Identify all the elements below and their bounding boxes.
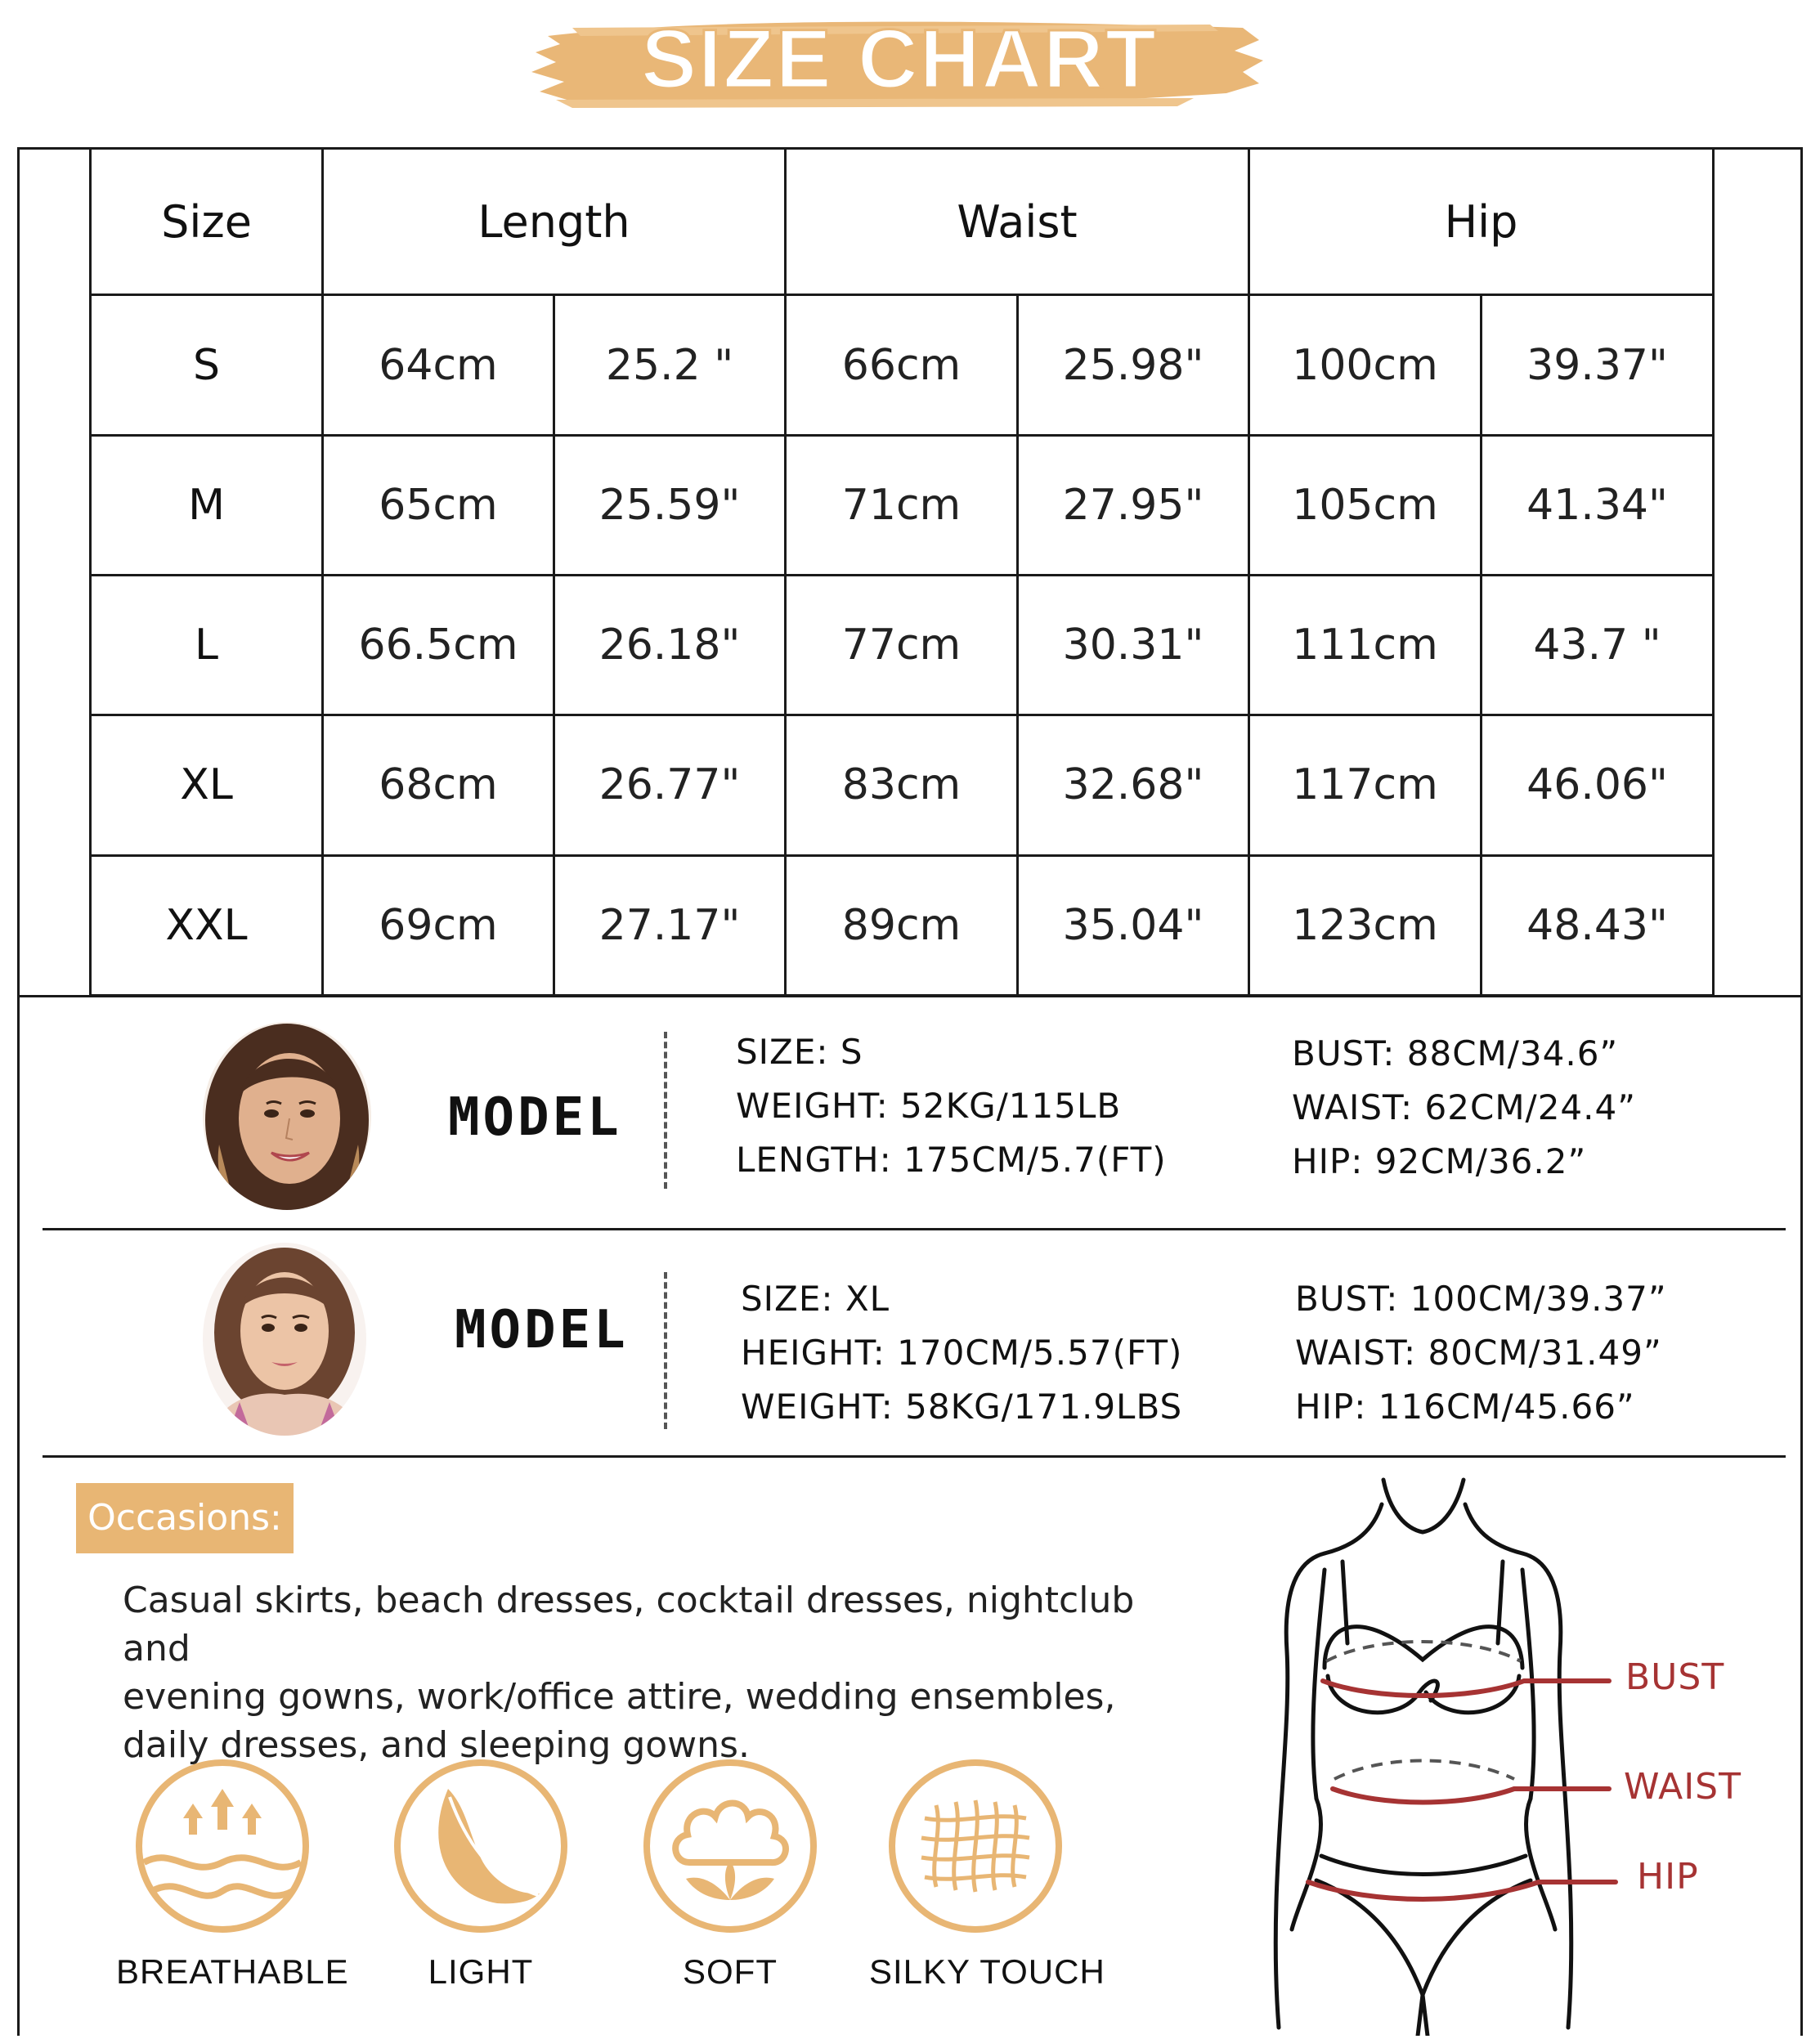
model-1-bust: BUST: 88CM/34.6” [1292,1033,1619,1073]
feature-label: SOFT [683,1952,778,1991]
waist-cm-cell: 83cm [786,715,1018,855]
size-cell: S [91,295,323,435]
model-1-waist: WAIST: 62CM/24.4” [1292,1087,1636,1127]
waist-in-cell: 32.68" [1018,715,1249,855]
table-row [91,715,1714,855]
body-outline-icon [1259,1472,1717,2036]
hip-in-cell: 46.06" [1482,715,1714,855]
table-header-row [91,149,1714,295]
length-cm-cell: 65cm [323,435,554,575]
waist-in-cell: 27.95" [1018,435,1249,575]
waist-cm-cell: 66cm [786,295,1018,435]
hip-in-cell: 43.7 " [1482,576,1714,715]
occasions-line: daily dresses, and sleeping gowns. [123,1724,750,1766]
occasions-line: evening gowns, work/office attire, wedding ensembles, [123,1676,1116,1718]
model-2-weight: WEIGHT: 58KG/171.9LBS [741,1387,1183,1427]
waist-in-cell: 30.31" [1018,576,1249,715]
feature-label: SILKY TOUCH [869,1952,1105,1991]
page-title: SIZE CHART [641,12,1158,105]
breathable-icon [132,1756,312,1936]
length-in-cell: 25.59" [554,435,786,575]
hip-cm-cell: 105cm [1249,435,1482,575]
occasions-tag: Occasions: [76,1483,294,1553]
hip-in-cell: 41.34" [1482,435,1714,575]
model-2-divider [664,1272,667,1429]
size-cell: XL [91,715,323,855]
hip-label: HIP [1637,1856,1699,1898]
waist-in-cell: 35.04" [1018,855,1249,995]
length-in-cell: 26.77" [554,715,786,855]
model-2-avatar [203,1243,366,1436]
header-length: Length [323,149,786,295]
model-2-height: HEIGHT: 170CM/5.57(FT) [741,1333,1183,1373]
waist-cm-cell: 77cm [786,576,1018,715]
table-row [91,855,1714,995]
model-2-waist: WAIST: 80CM/31.49” [1295,1333,1662,1373]
hip-cm-cell: 111cm [1249,576,1482,715]
size-cell: M [91,435,323,575]
hip-in-cell: 39.37" [1482,295,1714,435]
waist-cm-cell: 89cm [786,855,1018,995]
bust-label: BUST [1625,1656,1725,1698]
header-hip: Hip [1249,149,1714,295]
length-in-cell: 26.18" [554,576,786,715]
model-2-hip: HIP: 116CM/45.66” [1295,1387,1635,1427]
model-1-hip: HIP: 92CM/36.2” [1292,1141,1587,1181]
length-cm-cell: 69cm [323,855,554,995]
feature-soft [624,1756,836,1992]
occasions-description [123,1576,1186,1769]
model-2-size: SIZE: XL [741,1279,890,1319]
model-1-size: SIZE: S [736,1032,863,1072]
mesh-icon [885,1756,1065,1936]
model-1-avatar [203,1022,371,1210]
hip-in-cell: 48.43" [1482,855,1714,995]
body-measurement-diagram [1259,1472,1742,2039]
length-in-cell: 27.17" [554,855,786,995]
table-row [91,295,1714,435]
occasions-separator [43,1455,1786,1458]
feature-silky-touch [869,1756,1105,1992]
leaf-icon [391,1756,571,1936]
feature-label: BREATHABLE [116,1952,349,1991]
table-row [91,576,1714,715]
hip-cm-cell: 123cm [1249,855,1482,995]
model-2-label: MODEL [455,1300,629,1360]
model-1-weight: WEIGHT: 52KG/115LB [736,1086,1122,1126]
length-cm-cell: 66.5cm [323,576,554,715]
model-1-divider [664,1032,667,1189]
occasions-line: Casual skirts, beach dresses, cocktail dresses, nightclub and [123,1580,1135,1669]
size-cell: XXL [91,855,323,995]
model-separator [43,1228,1786,1230]
feature-label: LIGHT [428,1952,534,1991]
model-1-label: MODEL [448,1087,622,1148]
feature-breathable [116,1756,349,1992]
title-banner [523,3,1275,126]
length-cm-cell: 64cm [323,295,554,435]
waist-label: WAIST [1624,1766,1742,1808]
cotton-icon [640,1756,820,1936]
model-2-bust: BUST: 100CM/39.37” [1295,1279,1667,1319]
length-cm-cell: 68cm [323,715,554,855]
header-waist: Waist [786,149,1249,295]
size-cell: L [91,576,323,715]
model-1-length: LENGTH: 175CM/5.7(FT) [736,1140,1167,1180]
header-size: Size [91,149,323,295]
waist-in-cell: 25.98" [1018,295,1249,435]
waist-cm-cell: 71cm [786,435,1018,575]
length-in-cell: 25.2 " [554,295,786,435]
table-divider [17,995,1803,997]
hip-cm-cell: 117cm [1249,715,1482,855]
feature-light [374,1756,587,1992]
hip-cm-cell: 100cm [1249,295,1482,435]
size-table [89,147,1715,997]
table-row [91,435,1714,575]
